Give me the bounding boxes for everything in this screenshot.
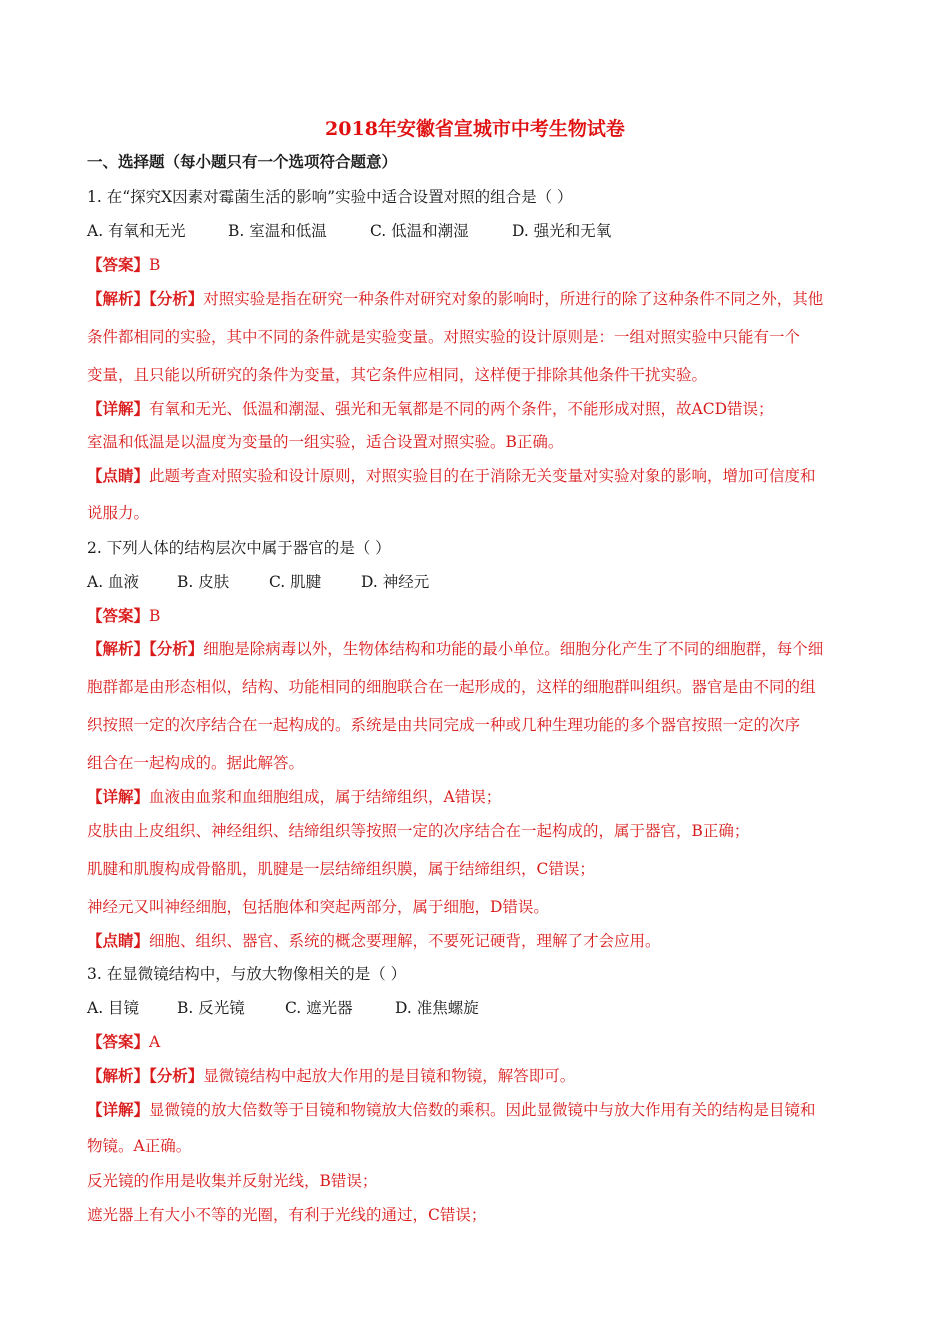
question-1-analysis-line: 条件都相同的实验，其中不同的条件就是实验变量。对照实验的设计原则是：一组对照实验中只能有一个 bbox=[87, 328, 801, 346]
question-3-detail-line: 【详解】显微镜的放大倍数等于目镜和物镜放大倍数的乘积。因此显微镜中与放大作用有关的结构是目镜和 bbox=[87, 1100, 816, 1119]
option-c: C. 遮光器 bbox=[285, 999, 353, 1017]
question-1-analysis-line: 变量，且只能以所研究的条件为变量，其它条件应相同，这样便于排除其他条件干扰实验。 bbox=[87, 366, 708, 384]
option-b: B. 皮肤 bbox=[177, 573, 230, 591]
section-heading: 一、选择题（每小题只有一个选项符合题意） bbox=[87, 152, 398, 171]
question-2-answer bbox=[87, 606, 877, 626]
question-2-analysis-line: 胞群都是由形态相似，结构、功能相同的细胞联合在一起形成的，这样的细胞群叫组织。器官是由不同的组 bbox=[87, 678, 816, 696]
option-c: C. 肌腱 bbox=[269, 573, 322, 591]
question-2-stem: 2. 下列人体的结构层次中属于器官的是（ ） bbox=[87, 539, 391, 557]
question-1-detail-line: 【详解】有氧和无光、低温和潮湿、强光和无氧都是不同的两个条件，不能形成对照，故ACD错误； bbox=[87, 399, 774, 418]
question-3-analysis-line: 【解析】【分析】显微镜结构中起放大作用的是目镜和物镜，解答即可。 bbox=[87, 1066, 576, 1085]
option-a: A. 有氧和无光 bbox=[87, 222, 186, 240]
question-3-stem: 3. 在显微镜结构中，与放大物像相关的是（ ） bbox=[87, 965, 407, 983]
option-d: D. 神经元 bbox=[361, 573, 430, 591]
analysis-tag: 【解析】【分析】 bbox=[87, 639, 204, 658]
option-b: B. 室温和低温 bbox=[228, 222, 327, 240]
comment-tag: 【点睛】 bbox=[87, 466, 150, 485]
question-3-detail-line: 物镜。A正确。 bbox=[87, 1137, 192, 1155]
analysis-tag: 【解析】【分析】 bbox=[87, 1066, 204, 1085]
question-3-detail-line: 遮光器上有大小不等的光圈，有利于光线的通过，C错误； bbox=[87, 1206, 487, 1224]
question-1-detail-line: 室温和低温是以温度为变量的一组实验，适合设置对照实验。B正确。 bbox=[87, 433, 564, 451]
answer-value: A bbox=[149, 1033, 161, 1051]
option-d: D. 准焦螺旋 bbox=[395, 999, 479, 1017]
comment-tag: 【点睛】 bbox=[87, 931, 150, 950]
option-b: B. 反光镜 bbox=[177, 999, 245, 1017]
question-1-analysis-line: 【解析】【分析】对照实验是指在研究一种条件对研究对象的影响时，所进行的除了这种条件不同之外，其他 bbox=[87, 289, 824, 308]
question-3-detail-line: 反光镜的作用是收集并反射光线，B错误； bbox=[87, 1172, 378, 1190]
question-2-detail-line: 【详解】血液由血浆和血细胞组成，属于结缔组织，A错误； bbox=[87, 787, 502, 806]
answer-value: B bbox=[149, 607, 161, 625]
analysis-tag: 【解析】【分析】 bbox=[87, 289, 204, 308]
question-1-comment-line: 说服力。 bbox=[87, 504, 150, 522]
question-2-analysis-line: 组合在一起构成的。据此解答。 bbox=[87, 754, 305, 772]
option-d: D. 强光和无氧 bbox=[512, 222, 612, 240]
option-a: A. 目镜 bbox=[87, 999, 140, 1017]
detail-tag: 【详解】 bbox=[87, 787, 150, 806]
question-2-analysis-line: 【解析】【分析】细胞是除病毒以外，生物体结构和功能的最小单位。细胞分化产生了不同的细胞群，每个细 bbox=[87, 639, 824, 658]
question-1-options bbox=[87, 221, 877, 241]
question-1-stem: 1. 在“探究X因素对霉菌生活的影响”实验中适合设置对照的组合是（ ） bbox=[87, 188, 573, 206]
question-1-comment-line: 【点睛】此题考查对照实验和设计原则，对照实验目的在于消除无关变量对实验对象的影响，增加可信度和 bbox=[87, 466, 816, 485]
question-1-answer bbox=[87, 255, 877, 275]
question-2-options bbox=[87, 572, 877, 592]
question-2-detail-line: 皮肤由上皮组织、神经组织、结缔组织等按照一定的次序结合在一起构成的，属于器官，B正确； bbox=[87, 822, 750, 840]
option-c: C. 低温和潮湿 bbox=[370, 222, 469, 240]
question-2-comment-line: 【点睛】细胞、组织、器官、系统的概念要理解，不要死记硬背，理解了才会应用。 bbox=[87, 931, 661, 950]
answer-value: B bbox=[149, 256, 161, 274]
question-2-detail-line: 肌腱和肌腹构成骨骼肌，肌腱是一层结缔组织膜，属于结缔组织，C错误； bbox=[87, 860, 595, 878]
answer-tag: 【答案】 bbox=[87, 606, 150, 625]
page-title: 2018年安徽省宣城市中考生物试卷 bbox=[325, 118, 625, 140]
detail-tag: 【详解】 bbox=[87, 399, 150, 418]
question-3-answer bbox=[87, 1032, 877, 1052]
detail-tag: 【详解】 bbox=[87, 1100, 150, 1119]
answer-tag: 【答案】 bbox=[87, 1032, 150, 1051]
question-2-detail-line: 神经元又叫神经细胞，包括胞体和突起两部分，属于细胞，D错误。 bbox=[87, 898, 549, 916]
question-3-options bbox=[87, 998, 877, 1018]
option-a: A. 血液 bbox=[87, 573, 140, 591]
question-2-analysis-line: 织按照一定的次序结合在一起构成的。系统是由共同完成一种或几种生理功能的多个器官按照一定的次序 bbox=[87, 716, 801, 734]
answer-tag: 【答案】 bbox=[87, 255, 150, 274]
